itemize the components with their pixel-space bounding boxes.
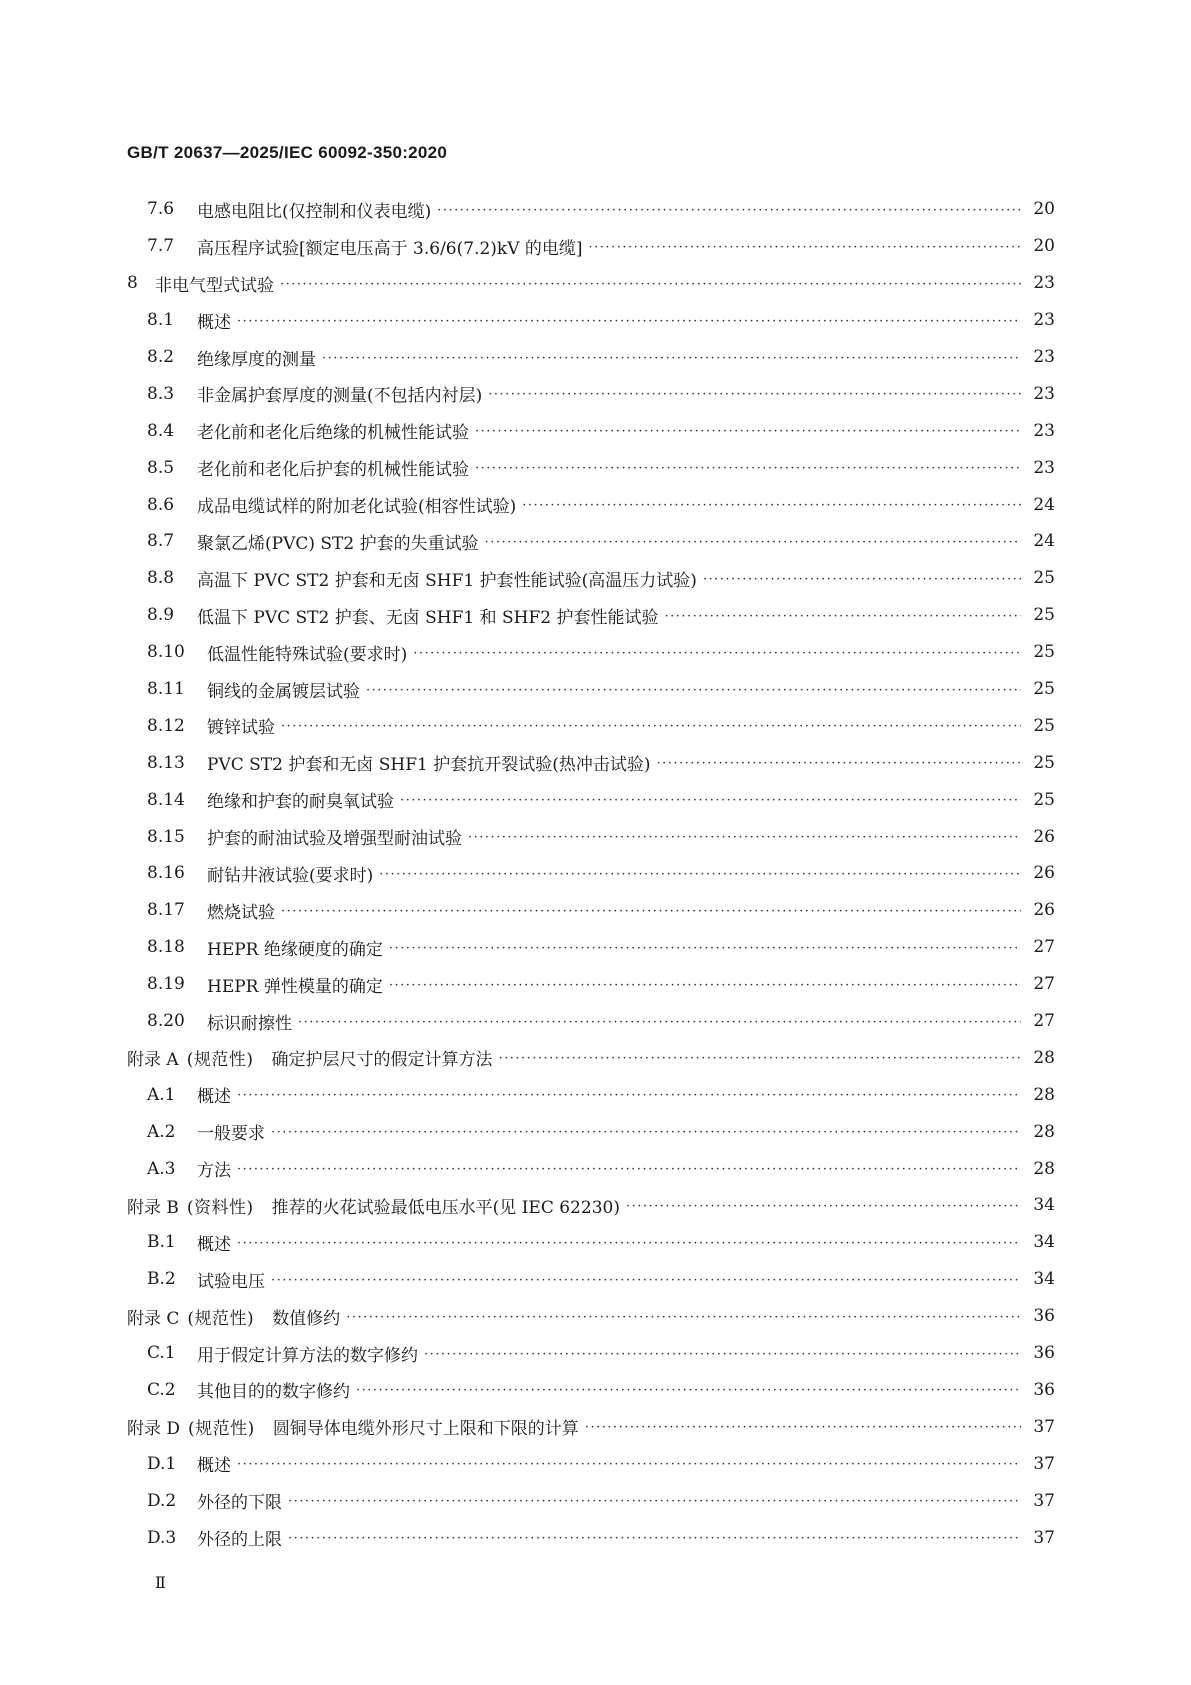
- toc-entry-title: 概述: [197, 1456, 231, 1477]
- toc-entry-title: 老化前和老化后护套的机械性能试验: [197, 460, 469, 481]
- toc-entry[interactable]: [127, 892, 1055, 929]
- toc-entry-title: 成品电缆试样的附加老化试验(相容性试验): [197, 497, 517, 518]
- toc-entry[interactable]: [127, 671, 1055, 708]
- toc-entry-title: 低温性能特殊试验(要求时): [207, 644, 408, 665]
- toc-leader-dots: [413, 646, 1021, 661]
- toc-entry-page: 37: [1033, 1453, 1055, 1474]
- toc-entry-page: 25: [1033, 679, 1055, 700]
- toc-entry-page: 20: [1033, 236, 1055, 257]
- toc-entry-page: 26: [1033, 826, 1055, 847]
- toc-leader-dots: [475, 424, 1021, 439]
- toc-entry[interactable]: [127, 265, 1055, 302]
- toc-entry-title: 外径的下限: [197, 1493, 282, 1514]
- toc-leader-dots: [356, 1383, 1021, 1398]
- toc-entry-title: 护套的耐油试验及增强型耐油试验: [207, 829, 462, 850]
- toc-entry-number: 8.5: [147, 457, 175, 478]
- page-number: Ⅱ: [155, 1573, 166, 1592]
- toc-entry[interactable]: [127, 744, 1055, 781]
- toc-entry-page: 37: [1033, 1490, 1055, 1511]
- toc-entry[interactable]: [127, 1372, 1055, 1409]
- toc-entry-page: 34: [1033, 1232, 1055, 1253]
- toc-entry-number: 8.20: [147, 1011, 185, 1032]
- toc-entry-number: D.1: [147, 1453, 177, 1474]
- toc-entry-number: 8.9: [147, 605, 175, 626]
- toc-entry[interactable]: [127, 1298, 1055, 1335]
- toc-entry-title: 概述: [197, 1234, 231, 1255]
- toc-leader-dots: [281, 719, 1021, 734]
- toc-entry[interactable]: [127, 412, 1055, 449]
- toc-entry-page: 26: [1033, 863, 1055, 884]
- toc-entry-title: 镀锌试验: [207, 718, 275, 739]
- toc-entry-page: 23: [1033, 273, 1055, 294]
- toc-entry[interactable]: [127, 1187, 1055, 1224]
- toc-entry[interactable]: [127, 228, 1055, 265]
- toc-entry-page: 25: [1033, 568, 1055, 589]
- toc-entry-number: 附录 C: [127, 1308, 180, 1329]
- toc-entry-title: 绝缘厚度的测量: [197, 349, 316, 370]
- toc-entry-page: 23: [1033, 420, 1055, 441]
- toc-entry[interactable]: [127, 1408, 1055, 1445]
- toc-leader-dots: [389, 978, 1021, 993]
- toc-entry[interactable]: [127, 1335, 1055, 1372]
- toc-leader-dots: [488, 387, 1021, 402]
- toc-entry-page: 23: [1033, 347, 1055, 367]
- toc-entry-title: 概述: [197, 312, 231, 333]
- toc-entry[interactable]: [127, 1482, 1055, 1519]
- toc-entry-title: 老化前和老化后绝缘的机械性能试验: [197, 423, 469, 444]
- toc-leader-dots: [657, 756, 1022, 771]
- toc-entry-page: 23: [1033, 457, 1055, 478]
- toc-entry-number: A.2: [147, 1121, 176, 1142]
- toc-entry[interactable]: [127, 560, 1055, 597]
- toc-entry-number: 8.3: [147, 383, 175, 404]
- toc-entry-number: 8.19: [147, 974, 185, 995]
- toc-entry-page: 23: [1033, 383, 1055, 404]
- toc-entry[interactable]: [127, 597, 1055, 634]
- toc-entry-title: HEPR 绝缘硬度的确定: [207, 939, 383, 960]
- toc-leader-dots: [389, 941, 1021, 956]
- toc-entry-page: 28: [1033, 1047, 1055, 1068]
- toc-entry-page: 34: [1033, 1269, 1055, 1290]
- toc-entry[interactable]: [127, 375, 1055, 412]
- toc-entry-title: 外径的上限: [197, 1530, 282, 1550]
- toc-leader-dots: [288, 1531, 1021, 1546]
- toc-entry-number: 8.10: [147, 642, 185, 663]
- toc-leader-dots: [288, 1494, 1021, 1509]
- toc-entry-title: 概述: [197, 1087, 231, 1108]
- toc-entry[interactable]: [127, 855, 1055, 892]
- toc-entry-number: D.3: [147, 1527, 177, 1548]
- toc-entry-title: 耐钻井液试验(要求时): [207, 865, 374, 886]
- toc-entry-title: 高压程序试验[额定电压高于 3.6/6(7.2)kV 的电缆]: [197, 238, 583, 259]
- toc-leader-dots: [271, 1125, 1021, 1140]
- toc-leader-dots: [271, 1273, 1021, 1288]
- toc-entry[interactable]: [127, 1076, 1055, 1113]
- toc-leader-dots: [281, 904, 1021, 919]
- toc-entry-page: 25: [1033, 642, 1055, 663]
- toc-entry-page: 20: [1033, 199, 1055, 220]
- toc-entry[interactable]: [127, 1445, 1055, 1482]
- toc-entry[interactable]: [127, 707, 1055, 744]
- toc-entry-title: 圆铜导体电缆外形尺寸上限和下限的计算: [272, 1419, 579, 1440]
- toc-entry-number: 附录 D: [127, 1419, 181, 1440]
- toc-entry-number: 8.8: [147, 568, 175, 589]
- toc-entry-page: 25: [1033, 715, 1055, 736]
- toc-entry[interactable]: [127, 1003, 1055, 1040]
- toc-entry-title: 非金属护套厚度的测量(不包括内衬层): [197, 386, 483, 407]
- toc-entry-number: 8.4: [147, 420, 175, 441]
- toc-entry-title: 其他目的的数字修约: [197, 1382, 350, 1403]
- toc-entry[interactable]: [127, 486, 1055, 523]
- toc-entry[interactable]: [127, 191, 1055, 228]
- toc-entry-page: 25: [1033, 789, 1055, 810]
- toc-entry[interactable]: [127, 1224, 1055, 1261]
- toc-entry[interactable]: [127, 449, 1055, 486]
- toc-leader-dots: [237, 1162, 1021, 1177]
- toc-entry-page: 28: [1033, 1158, 1055, 1179]
- toc-leader-dots: [437, 203, 1021, 218]
- toc-entry-page: 37: [1033, 1527, 1055, 1548]
- toc-entry[interactable]: [127, 302, 1055, 339]
- toc-entry-number: 8.16: [147, 863, 185, 884]
- toc-leader-dots: [475, 461, 1021, 476]
- toc-annex-type: (规范性): [186, 1050, 254, 1071]
- toc-entry-title: PVC ST2 护套和无卤 SHF1 护套抗开裂试验(热冲击试验): [207, 755, 651, 776]
- toc-leader-dots: [237, 314, 1021, 329]
- toc-leader-dots: [346, 1310, 1021, 1325]
- toc-entry-number: A.3: [147, 1158, 176, 1179]
- toc-entry-number: 8.6: [147, 494, 175, 515]
- toc-entry-number: 8: [127, 273, 138, 294]
- toc-entry-title: 聚氯乙烯(PVC) ST2 护套的失重试验: [197, 533, 479, 554]
- toc-entry[interactable]: [127, 781, 1055, 818]
- toc-leader-dots: [366, 683, 1021, 698]
- toc-entry-title: 绝缘和护套的耐臭氧试验: [207, 792, 394, 813]
- document-header: GB/T 20637—2025/IEC 60092-350:2020: [127, 143, 448, 162]
- toc-leader-dots: [424, 1347, 1021, 1362]
- toc-annex-type: (规范性): [187, 1308, 255, 1329]
- toc-entry-page: 28: [1033, 1084, 1055, 1105]
- toc-entry[interactable]: [127, 818, 1055, 855]
- toc-entry[interactable]: [127, 966, 1055, 1003]
- toc-entry-page: 25: [1033, 752, 1055, 773]
- toc-entry-page: 27: [1033, 937, 1055, 958]
- toc-entry-page: 36: [1033, 1379, 1055, 1400]
- toc-entry-number: 8.13: [147, 752, 185, 773]
- toc-leader-dots: [237, 1236, 1021, 1251]
- toc-leader-dots: [626, 1199, 1021, 1214]
- toc-entry[interactable]: [127, 1519, 1055, 1556]
- toc-entry[interactable]: [127, 1039, 1055, 1076]
- toc-entry-title: 确定护层尺寸的假定计算方法: [271, 1050, 493, 1071]
- toc-entry-number: 8.14: [147, 789, 185, 810]
- toc-entry-title: 燃烧试验: [207, 902, 275, 923]
- toc-entry-title: 一般要求: [197, 1124, 265, 1145]
- toc-leader-dots: [237, 1457, 1021, 1472]
- toc-entry-page: 28: [1033, 1121, 1055, 1142]
- toc-entry-number: 8.17: [147, 900, 185, 921]
- toc-entry-number: 8.2: [147, 347, 175, 367]
- toc-entry[interactable]: [127, 1113, 1055, 1150]
- toc-entry-number: 附录 B: [127, 1197, 179, 1218]
- toc-entry-number: A.1: [147, 1084, 176, 1105]
- toc-leader-dots: [522, 498, 1021, 513]
- toc-leader-dots: [703, 572, 1021, 587]
- toc-leader-dots: [468, 830, 1021, 845]
- toc-leader-dots: [585, 1420, 1021, 1435]
- toc-entry-number: C.2: [147, 1379, 176, 1400]
- toc-entry[interactable]: [127, 523, 1055, 560]
- toc-entry[interactable]: [127, 339, 1055, 376]
- toc-leader-dots: [498, 1051, 1021, 1066]
- toc-entry-title: 标识耐擦性: [207, 1013, 292, 1034]
- toc-entry-page: 27: [1033, 974, 1055, 995]
- toc-entry-number: 7.6: [147, 199, 175, 220]
- toc-entry-title: 用于假定计算方法的数字修约: [197, 1345, 418, 1366]
- toc-entry-number: 8.7: [147, 531, 175, 552]
- toc-entry[interactable]: [127, 929, 1055, 966]
- toc-annex-type: (资料性): [186, 1197, 254, 1218]
- toc-entry-number: 8.15: [147, 826, 185, 847]
- toc-entry-number: B.2: [147, 1269, 176, 1290]
- toc-leader-dots: [322, 351, 1021, 366]
- toc-entry[interactable]: [127, 1261, 1055, 1298]
- toc-entry-page: 25: [1033, 605, 1055, 626]
- toc-entry-title: 推荐的火花试验最低电压水平(见 IEC 62230): [271, 1197, 620, 1218]
- toc-entry-title: 高温下 PVC ST2 护套和无卤 SHF1 护套性能试验(高温压力试验): [197, 570, 697, 591]
- toc-entry-title: 方法: [197, 1161, 231, 1182]
- toc-entry-number: B.1: [147, 1232, 176, 1253]
- toc-leader-dots: [589, 240, 1021, 255]
- toc-entry-number: C.1: [147, 1343, 176, 1364]
- toc-entry-page: 23: [1033, 310, 1055, 331]
- toc-entry-number: 8.12: [147, 715, 185, 736]
- toc-entry-page: 24: [1033, 494, 1055, 515]
- toc-leader-dots: [485, 535, 1021, 550]
- toc-entry-number: D.2: [147, 1490, 177, 1511]
- toc-entry-page: 36: [1033, 1306, 1055, 1327]
- toc-entry-number: 7.7: [147, 236, 175, 257]
- toc-entry-page: 34: [1033, 1195, 1055, 1216]
- toc-entry-page: 27: [1033, 1011, 1055, 1032]
- toc-entry-title: 数值修约: [272, 1308, 341, 1329]
- toc-entry-number: 8.18: [147, 937, 185, 958]
- toc-leader-dots: [400, 793, 1021, 808]
- toc-entry-title: 铜线的金属镀层试验: [207, 681, 360, 702]
- toc-entry-title: 非电气型式试验: [155, 275, 274, 296]
- toc-leader-dots: [298, 1015, 1021, 1030]
- toc-entry-page: 24: [1033, 531, 1055, 552]
- toc-entry-title: 试验电压: [197, 1271, 265, 1292]
- toc-leader-dots: [237, 1088, 1021, 1103]
- toc-leader-dots: [665, 609, 1021, 624]
- toc-entry-page: 26: [1033, 900, 1055, 921]
- toc-entry-page: 37: [1033, 1416, 1055, 1437]
- toc-entry-title: HEPR 弹性模量的确定: [207, 976, 383, 997]
- toc-entry-number: 8.1: [147, 310, 175, 331]
- toc-leader-dots: [379, 867, 1021, 882]
- toc-entry[interactable]: [127, 634, 1055, 671]
- toc-annex-type: (规范性): [188, 1419, 255, 1440]
- table-of-contents: [127, 191, 1055, 1556]
- toc-entry-title: 电感电阻比(仅控制和仪表电缆): [197, 201, 432, 222]
- toc-entry[interactable]: [127, 1150, 1055, 1187]
- toc-entry-title: 低温下 PVC ST2 护套、无卤 SHF1 和 SHF2 护套性能试验: [197, 607, 659, 628]
- toc-leader-dots: [280, 277, 1021, 292]
- toc-entry-page: 36: [1033, 1343, 1055, 1364]
- toc-entry-number: 8.11: [147, 679, 185, 700]
- toc-entry-number: 附录 A: [127, 1050, 179, 1071]
